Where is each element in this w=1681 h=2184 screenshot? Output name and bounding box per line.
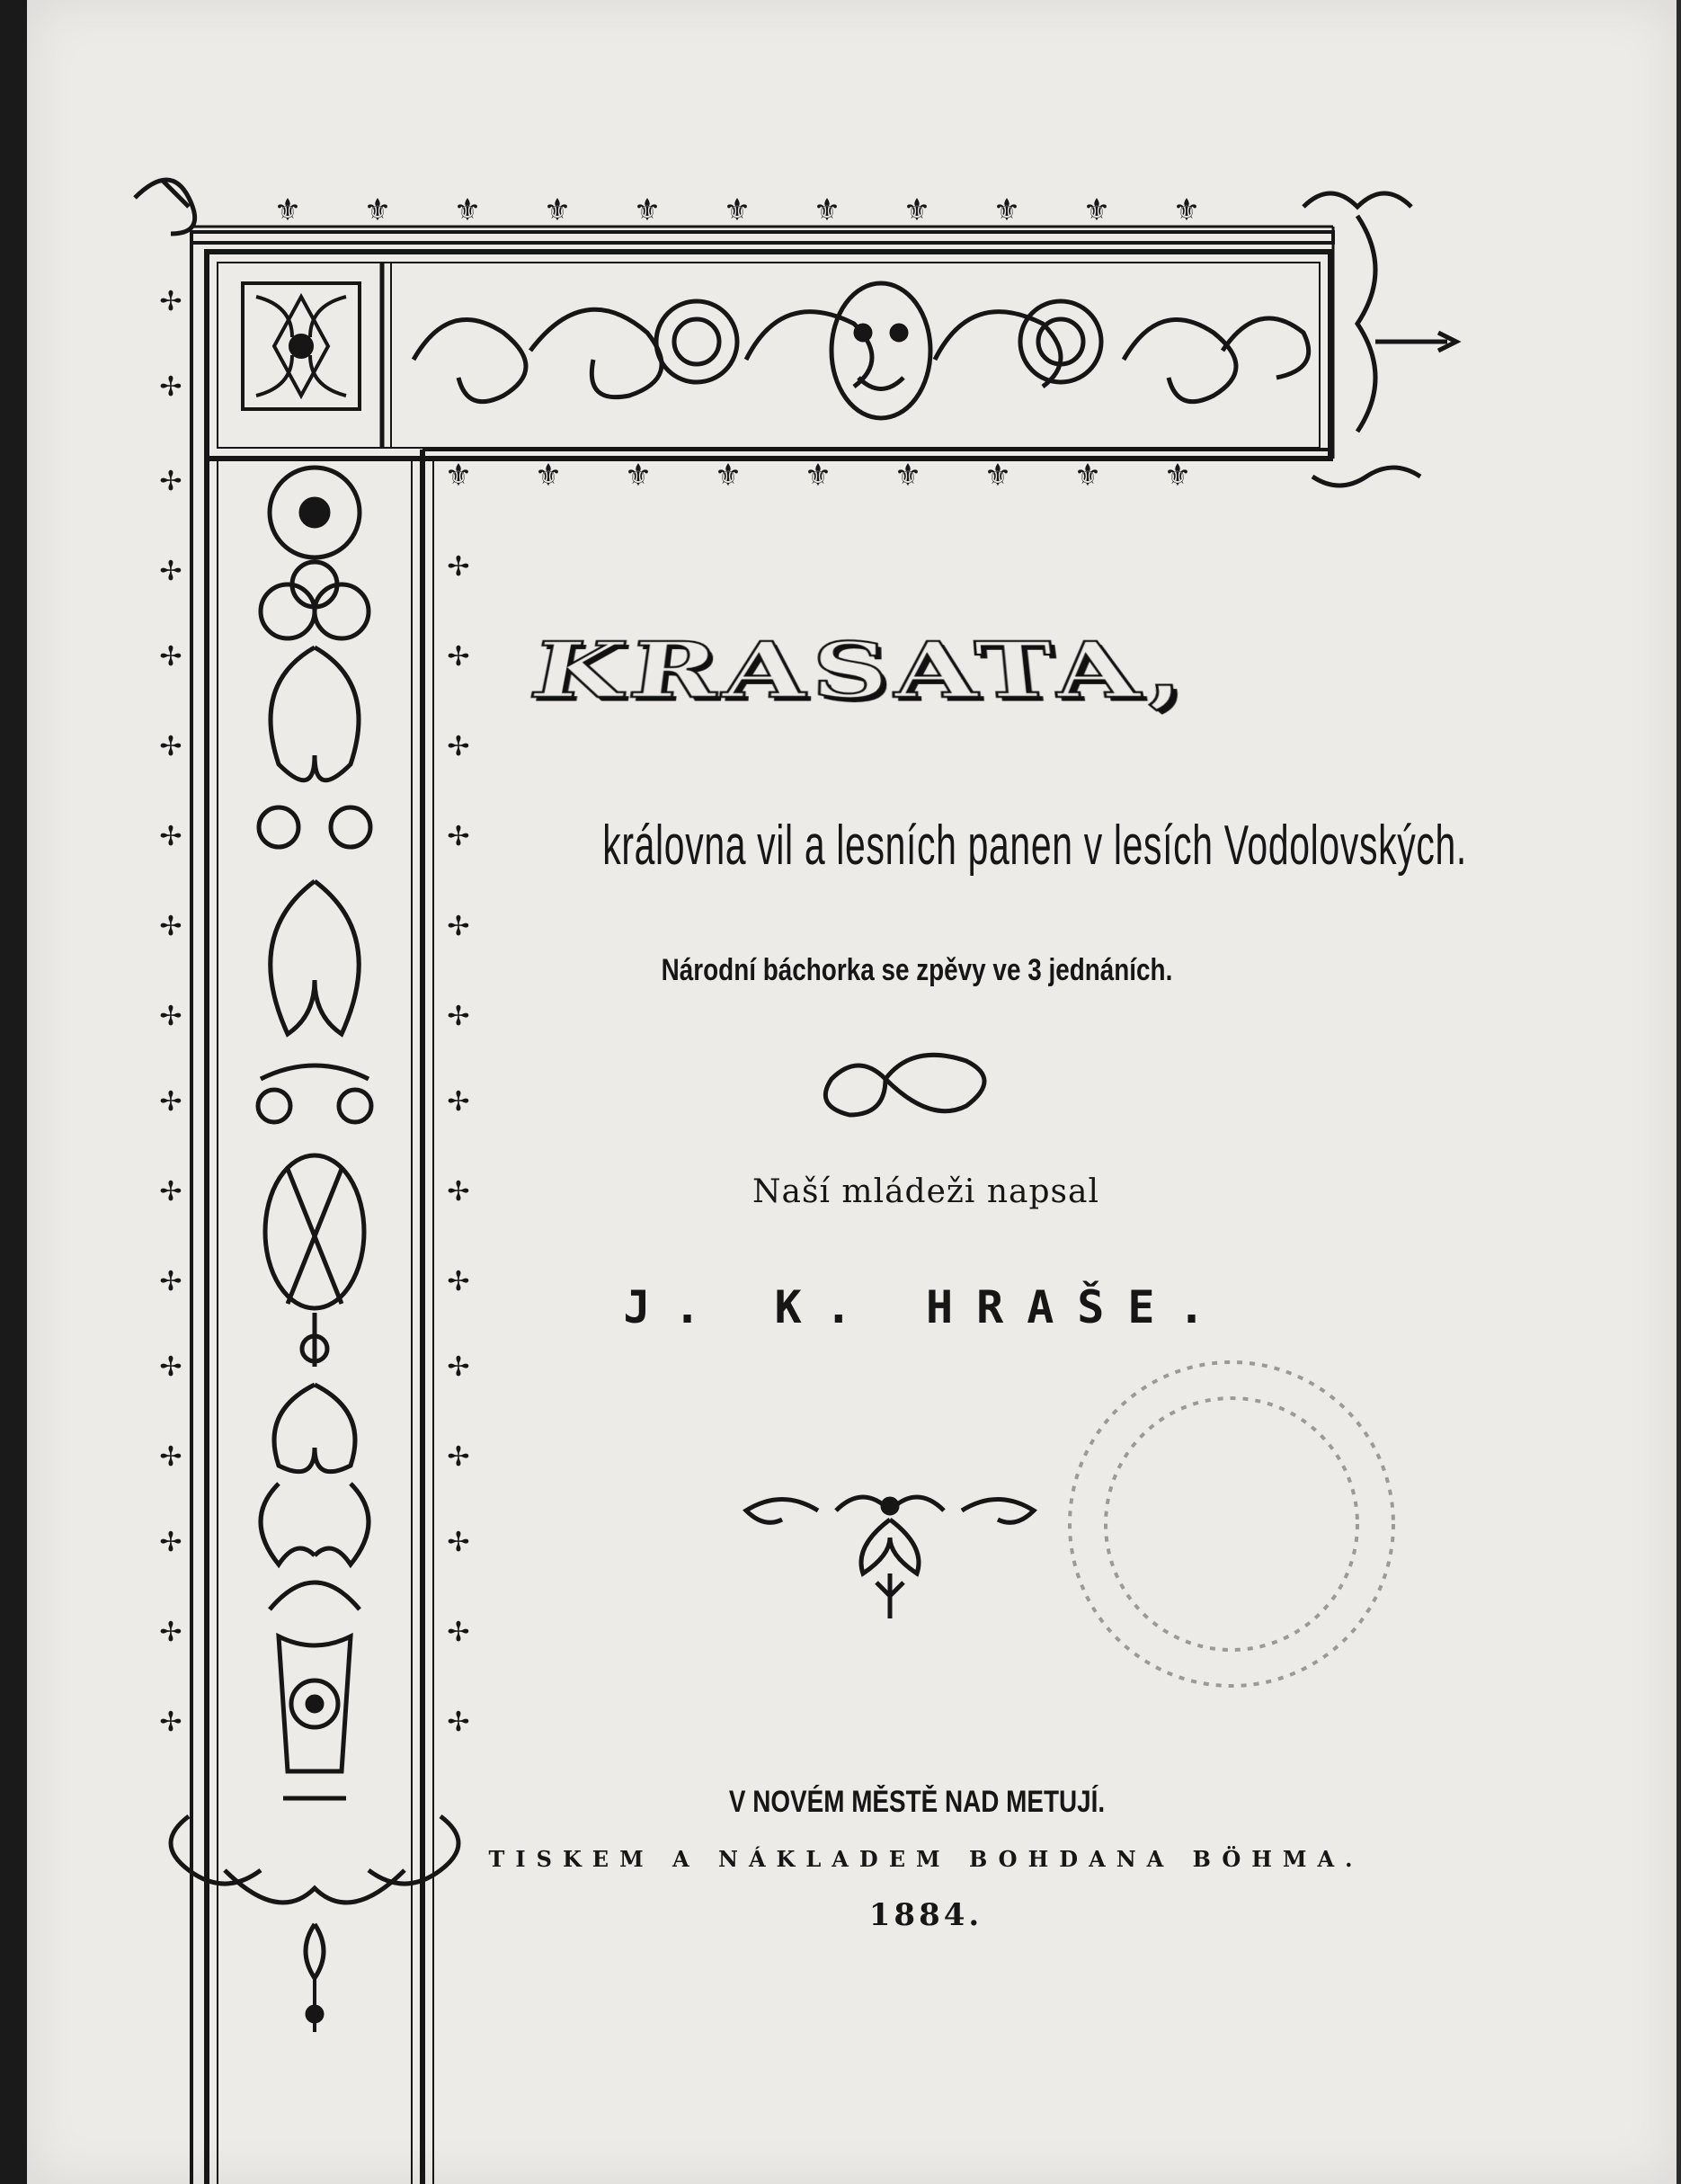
vignette-ornament-icon [746, 1497, 1034, 1618]
svg-text:⚜: ⚜ [1163, 458, 1192, 494]
svg-text:✢: ✢ [159, 1351, 182, 1383]
dedication-line: Naší mládeži napsal [752, 1173, 1099, 1210]
svg-text:⚜: ⚜ [534, 458, 563, 494]
publication-year: 1884. [868, 1897, 983, 1933]
svg-text:✢: ✢ [159, 466, 182, 497]
svg-text:⚜: ⚜ [1172, 192, 1201, 228]
svg-text:✢: ✢ [159, 641, 182, 673]
author-name: J. K. HRAŠE. [623, 1281, 1229, 1333]
svg-text:✢: ✢ [159, 556, 182, 587]
svg-text:✢: ✢ [159, 1707, 182, 1738]
title-page [27, 0, 1677, 2184]
svg-text:✢: ✢ [447, 1617, 470, 1648]
svg-text:✢: ✢ [159, 1001, 182, 1032]
svg-text:⚜: ⚜ [723, 192, 752, 228]
svg-text:✢: ✢ [447, 641, 470, 673]
svg-text:✢: ✢ [447, 1176, 470, 1208]
svg-text:⚜: ⚜ [273, 192, 302, 228]
svg-text:⚜: ⚜ [444, 458, 473, 494]
svg-text:⚜: ⚜ [983, 458, 1012, 494]
svg-text:✢: ✢ [447, 1441, 470, 1473]
svg-text:✢: ✢ [159, 1176, 182, 1208]
svg-text:⚜: ⚜ [363, 192, 392, 228]
svg-text:✢: ✢ [447, 1266, 470, 1297]
svg-text:✢: ✢ [447, 1351, 470, 1383]
publication-place: V NOVÉM MĚSTĚ NAD METUJÍ. [728, 1785, 1106, 1819]
book-title: KRASATA, [522, 625, 1195, 717]
svg-text:✢: ✢ [159, 731, 182, 762]
svg-text:✢: ✢ [159, 1527, 182, 1558]
svg-text:⚜: ⚜ [894, 458, 922, 494]
flourish-divider-icon [825, 1055, 984, 1115]
genre-line: Národní báchorka se zpěvy ve 3 jednáních. [661, 953, 1173, 987]
svg-text:✢: ✢ [447, 1527, 470, 1558]
svg-text:✢: ✢ [447, 1086, 470, 1118]
page-edge [0, 0, 27, 2184]
svg-text:✢: ✢ [447, 551, 470, 583]
svg-text:⚜: ⚜ [543, 192, 572, 228]
svg-text:⚜: ⚜ [1073, 458, 1102, 494]
svg-text:✢: ✢ [159, 1266, 182, 1297]
svg-text:✢: ✢ [159, 911, 182, 942]
svg-text:⚜: ⚜ [903, 192, 931, 228]
svg-text:⚜: ⚜ [992, 192, 1021, 228]
svg-text:✢: ✢ [447, 1707, 470, 1738]
printer-line: TISKEM A NÁKLADEM BOHDANA BÖHMA. [488, 1846, 1364, 1872]
svg-text:✢: ✢ [159, 1086, 182, 1118]
svg-text:✢: ✢ [159, 1617, 182, 1648]
svg-text:⚜: ⚜ [633, 192, 662, 228]
svg-text:✢: ✢ [159, 286, 182, 317]
book-subtitle: královna vil a lesních panen v lesích Vodolovských. [602, 815, 1467, 877]
svg-text:⚜: ⚜ [1082, 192, 1111, 228]
library-stamp-icon [1070, 1362, 1393, 1686]
svg-text:⚜: ⚜ [804, 458, 832, 494]
svg-text:⚜: ⚜ [714, 458, 743, 494]
svg-text:⚜: ⚜ [813, 192, 841, 228]
svg-text:⚜: ⚜ [624, 458, 653, 494]
svg-text:✢: ✢ [447, 1001, 470, 1032]
svg-text:✢: ✢ [447, 731, 470, 762]
svg-text:✢: ✢ [159, 1441, 182, 1473]
svg-text:⚜: ⚜ [453, 192, 482, 228]
svg-text:✢: ✢ [447, 821, 470, 852]
svg-text:✢: ✢ [447, 911, 470, 942]
svg-text:✢: ✢ [159, 821, 182, 852]
svg-text:✢: ✢ [159, 371, 182, 403]
